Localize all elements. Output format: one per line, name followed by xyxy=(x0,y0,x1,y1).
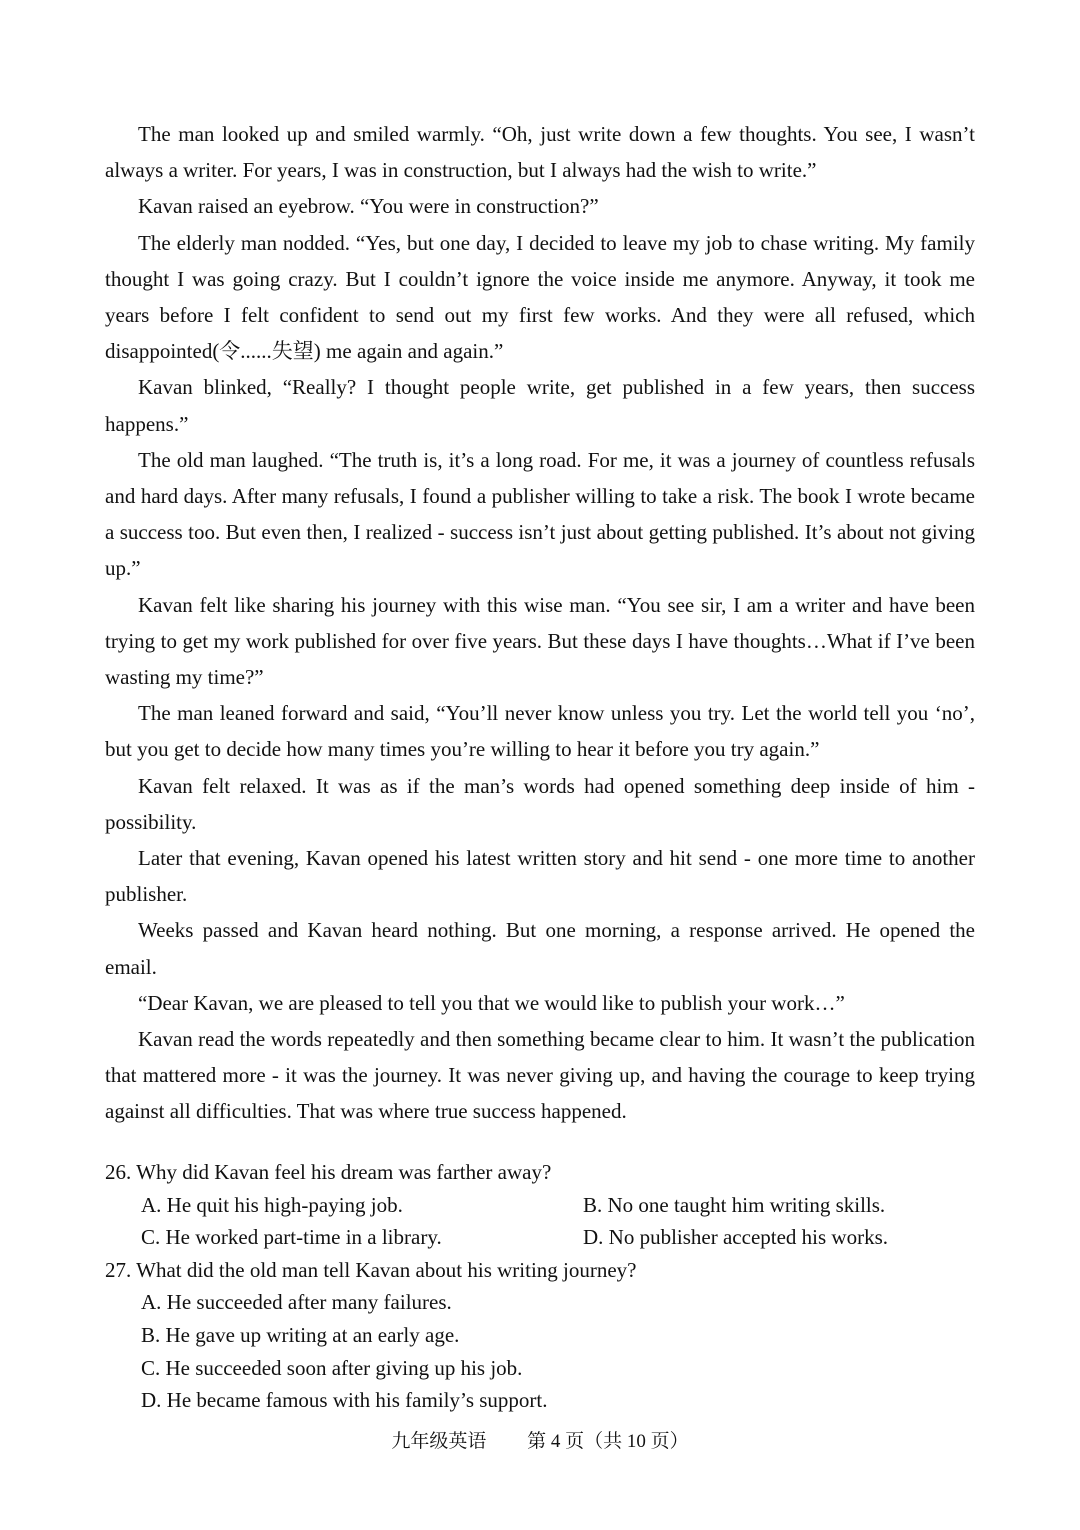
option-c: C. He worked part-time in a library. xyxy=(141,1225,442,1250)
questions-section xyxy=(105,1156,975,1417)
option-b: B. No one taught him writing skills. xyxy=(583,1192,886,1217)
footer-subject: 九年级英语 xyxy=(391,1431,487,1452)
paragraph: “Dear Kavan, we are pleased to tell you that we would like to publish your work…” xyxy=(138,990,845,1015)
question-stem: 27. What did the old man tell Kavan about his writing journey? xyxy=(105,1257,637,1282)
reading-passage xyxy=(105,116,975,1130)
option-d: D. He became famous with his family’s support. xyxy=(141,1388,548,1413)
paragraph: The man leaned forward and said, “You’ll never know unless you try. Let the world tell you ‘no’, but you get to decide how many times you’re willing to hear it before you try again.” xyxy=(105,701,975,762)
paragraph: The elderly man nodded. “Yes, but one day, I decided to leave my job to chase writing. My family thought I was going crazy. But I couldn’t ignore the voice inside me anymore. Anyway, it took me years before I felt confident to send out my first few works. And they were all refused, which disappointed(令......失望) me again and again.” xyxy=(105,230,975,364)
paragraph: Kavan raised an eyebrow. “You were in construction?” xyxy=(138,194,599,219)
paragraph: Kavan read the words repeatedly and then something became clear to him. It wasn’t the publication that mattered more - it was the journey. It was never giving up, and having the courage to keep trying against all difficulties. That was where true success happened. xyxy=(105,1027,975,1124)
paragraph: Later that evening, Kavan opened his latest written story and hit send - one more time to another publisher. xyxy=(105,846,975,907)
question-26 xyxy=(105,1156,975,1254)
option-a: A. He succeeded after many failures. xyxy=(141,1290,452,1315)
option-d: D. No publisher accepted his works. xyxy=(583,1225,889,1250)
page-footer xyxy=(0,1427,1080,1457)
question-27 xyxy=(105,1254,975,1417)
paragraph: Kavan felt relaxed. It was as if the man’s words had opened something deep inside of him - possibility. xyxy=(105,773,975,834)
paragraph: Kavan felt like sharing his journey with this wise man. “You see sir, I am a writer and have been trying to get my work published for over five years. But these days I have thoughts…What if I’ve been wasting my time?” xyxy=(105,592,975,690)
question-options xyxy=(105,1189,975,1254)
option-c: C. He succeeded soon after giving up his job. xyxy=(141,1355,523,1380)
footer-page-number: 第 4 页（共 10 页） xyxy=(527,1431,689,1452)
paragraph: Kavan blinked, “Really? I thought people write, get published in a few years, then success happens.” xyxy=(105,375,975,436)
option-a: A. He quit his high-paying job. xyxy=(141,1192,403,1217)
question-options xyxy=(105,1286,975,1416)
option-b: B. He gave up writing at an early age. xyxy=(141,1322,460,1347)
paragraph: Weeks passed and Kavan heard nothing. But one morning, a response arrived. He opened the email. xyxy=(105,918,975,979)
question-stem: 26. Why did Kavan feel his dream was farther away? xyxy=(105,1160,552,1184)
paragraph: The old man laughed. “The truth is, it’s a long road. For me, it was a journey of countless refusals and hard days. After many refusals, I found a publisher willing to take a risk. The book I wrote became a success too. But even then, I realized - success isn’t just about getting published. It’s about not giving up.” xyxy=(105,447,975,581)
paragraph: The man looked up and smiled warmly. “Oh, just write down a few thoughts. You see, I wasn’t always a writer. For years, I was in construction, but I always had the wish to write.” xyxy=(105,122,975,183)
